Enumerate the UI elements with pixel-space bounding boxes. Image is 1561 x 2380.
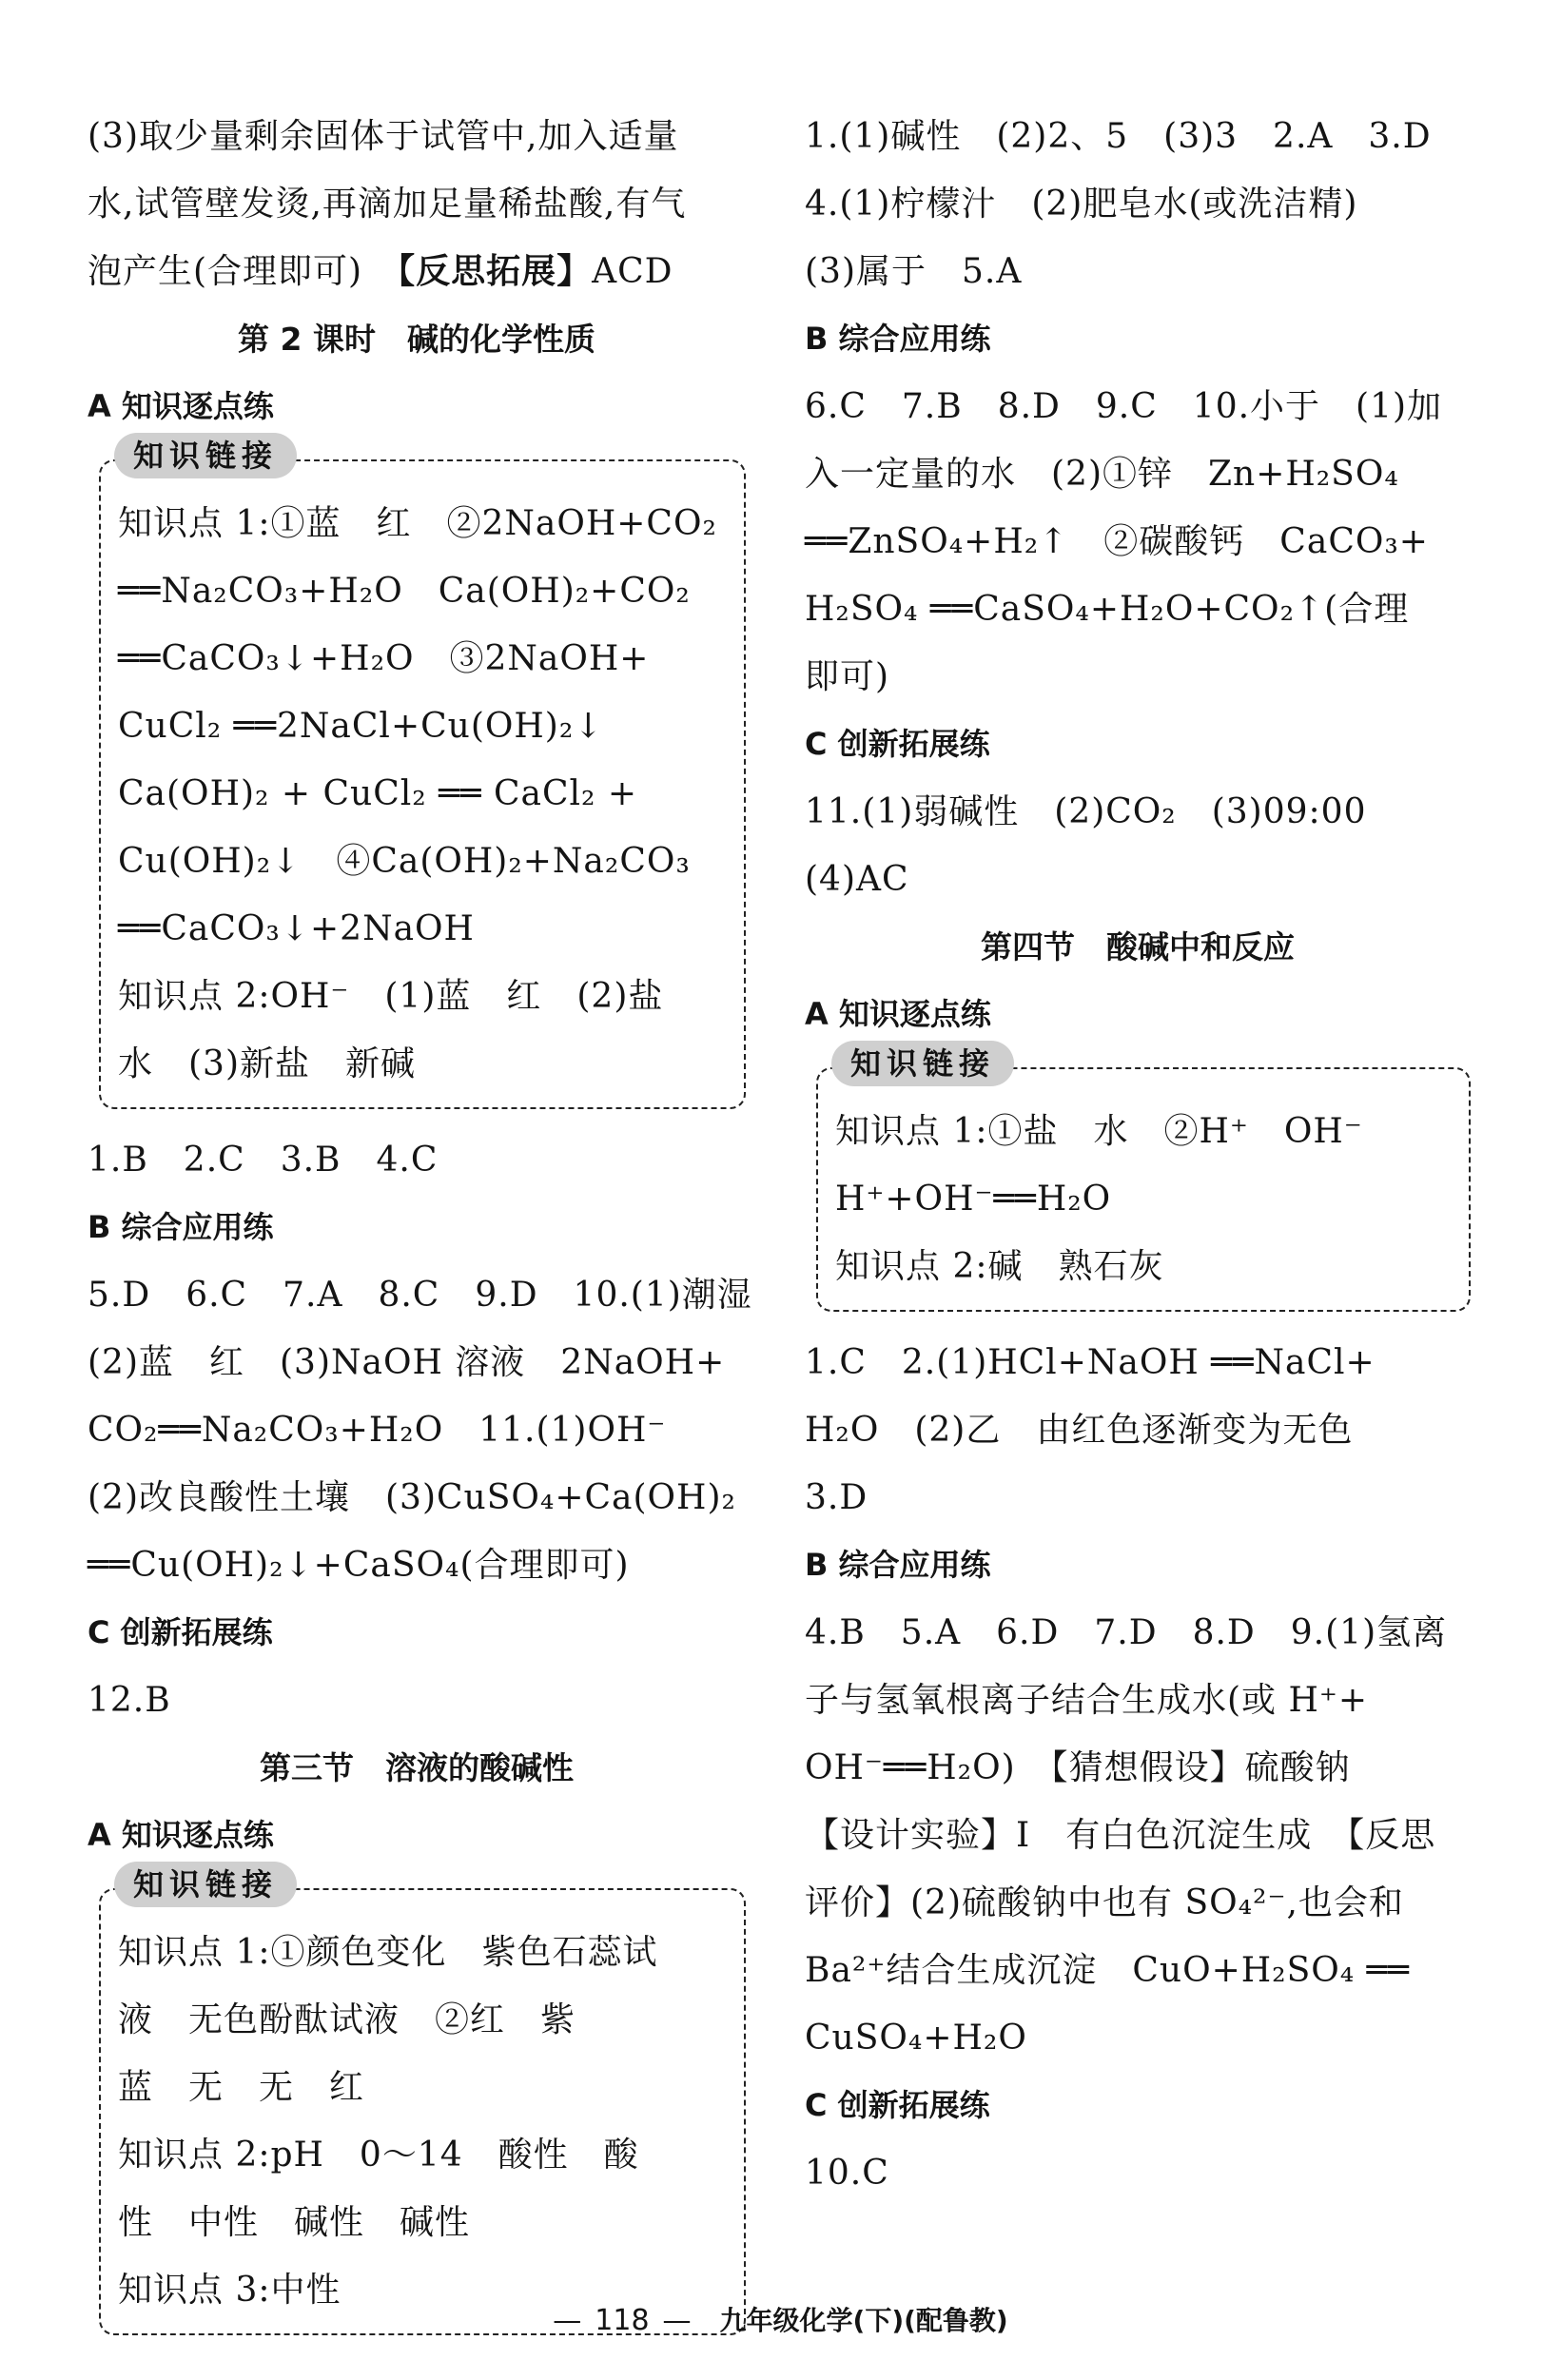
answer-line: Ba²⁺结合生成沉淀 CuO+H₂SO₄ ══ <box>805 1951 1410 1990</box>
answer-line: 水,试管壁发烫,再滴加足量稀盐酸,有气 <box>88 185 687 224</box>
book-title: 九年级化学(下)(配鲁教) <box>719 2305 1008 2336</box>
page-number: 118 <box>595 2304 650 2337</box>
answer-line: 4.B 5.A 6.D 7.D 8.D 9.(1)氢离 <box>805 1613 1448 1652</box>
box-line: 知识点 1:①蓝 红 ②2NaOH+CO₂ <box>118 504 717 543</box>
box-line: 液 无色酚酞试液 ②红 紫 <box>118 2000 576 2039</box>
box-line: ══CaCO₃↓+2NaOH <box>118 909 475 948</box>
knowledge-link-label: 知识链接 <box>114 433 297 478</box>
answer-line: 评价】(2)硫酸钠中也有 SO₄²⁻,也会和 <box>805 1883 1404 1922</box>
section-label-a: A 知识逐点练 <box>88 1817 274 1853</box>
section-label-b: B 综合应用练 <box>805 1547 991 1583</box>
section-label-b: B 综合应用练 <box>805 321 991 357</box>
answer-line <box>88 238 746 305</box>
left-column <box>88 103 752 2352</box>
answer-line: CO₂══Na₂CO₃+H₂O 11.(1)OH⁻ <box>88 1411 667 1450</box>
answer-line: 1.C 2.(1)HCl+NaOH ══NaCl+ <box>805 1343 1376 1382</box>
section-label-c: C 创新拓展练 <box>805 726 990 762</box>
knowledge-link-label: 知识链接 <box>831 1041 1014 1086</box>
page-footer <box>0 2296 1561 2338</box>
answer-line: 6.C 7.B 8.D 9.C 10.小于 (1)加 <box>805 387 1443 426</box>
section-title: 第三节 溶液的酸碱性 <box>260 1749 574 1786</box>
knowledge-link-box <box>99 1866 746 2335</box>
lesson-title: 第 2 课时 碱的化学性质 <box>238 321 595 358</box>
knowledge-link-box <box>816 1045 1471 1312</box>
box-line: Ca(OH)₂ + CuCl₂ ══ CaCl₂ + <box>118 774 638 813</box>
answer-line: 1.B 2.C 3.B 4.C <box>88 1141 439 1180</box>
answer-line: (4)AC <box>805 860 909 899</box>
box-line: 知识点 1:①盐 水 ②H⁺ OH⁻ <box>835 1112 1363 1151</box>
answer-line: (3)取少量剩余固体于试管中,加入适量 <box>88 117 679 156</box>
answer-line: 10.C <box>805 2154 889 2193</box>
footer-dash: — <box>553 2304 582 2337</box>
section-label-c: C 创新拓展练 <box>805 2087 990 2123</box>
answer-line: 【设计实验】Ⅰ 有白色沉淀生成 【反思 <box>805 1816 1436 1855</box>
section-title: 第四节 酸碱中和反应 <box>981 928 1295 966</box>
box-line: Cu(OH)₂↓ ④Ca(OH)₂+Na₂CO₃ <box>118 842 691 881</box>
answer-line: ══ZnSO₄+H₂↑ ②碳酸钙 CaCO₃+ <box>805 522 1429 561</box>
answer-line: 即可) <box>805 657 890 696</box>
answer-line: H₂O (2)乙 由红色逐渐变为无色 <box>805 1411 1354 1450</box>
answer-line: CuSO₄+H₂O <box>805 2019 1027 2058</box>
answer-line: 5.D 6.C 7.A 8.C 9.D 10.(1)潮湿 <box>88 1276 752 1315</box>
answer-line: H₂SO₄ ══CaSO₄+H₂O+CO₂↑(合理 <box>805 590 1410 629</box>
right-column <box>805 103 1471 2207</box>
knowledge-link-label: 知识链接 <box>114 1862 297 1907</box>
answer-line: OH⁻══H₂O) 【猜想假设】硫酸钠 <box>805 1748 1351 1787</box>
section-label-a: A 知识逐点练 <box>805 996 991 1032</box>
answer-line: ══Cu(OH)₂↓+CaSO₄(合理即可) <box>88 1546 630 1585</box>
answer-line: 子与氢氧根离子结合生成水(或 H⁺+ <box>805 1681 1369 1720</box>
box-line: ══CaCO₃↓+H₂O ③2NaOH+ <box>118 639 650 678</box>
answer-line: (3)属于 5.A <box>805 252 1023 291</box>
reflection-tag: 【反思拓展】 <box>398 252 593 291</box>
answer-line: 12.B <box>88 1681 171 1720</box>
footer-dash: — <box>662 2304 692 2337</box>
section-label-a: A 知识逐点练 <box>88 388 274 424</box>
knowledge-link-box <box>99 438 746 1109</box>
answer-line: 4.(1)柠檬汁 (2)肥皂水(或洗洁精) <box>805 185 1358 224</box>
answer-text: 泡产生(合理即可) <box>88 252 363 291</box>
answer-line: 3.D <box>805 1478 868 1517</box>
answer-line: (2)蓝 红 (3)NaOH 溶液 2NaOH+ <box>88 1343 726 1382</box>
answer-line: 11.(1)弱碱性 (2)CO₂ (3)09:00 <box>805 792 1367 831</box>
box-line: CuCl₂ ══2NaCl+Cu(OH)₂↓ <box>118 707 604 746</box>
reflection-answer: ACD <box>592 252 673 291</box>
box-line: 知识点 3:中性 <box>118 2271 341 2310</box>
box-line: ══Na₂CO₃+H₂O Ca(OH)₂+CO₂ <box>118 572 691 611</box>
box-line: 性 中性 碱性 碱性 <box>118 2203 471 2242</box>
box-line: 知识点 2:OH⁻ (1)蓝 红 (2)盐 <box>118 977 664 1016</box>
section-label-c: C 创新拓展练 <box>88 1614 273 1650</box>
answer-line: 1.(1)碱性 (2)2、5 (3)3 2.A 3.D <box>805 117 1432 156</box>
box-line: 知识点 2:pH 0～14 酸性 酸 <box>118 2136 639 2175</box>
box-line: 知识点 1:①颜色变化 紫色石蕊试 <box>118 1933 658 1972</box>
box-line: H⁺+OH⁻══H₂O <box>835 1180 1112 1219</box>
box-line: 蓝 无 无 红 <box>118 2068 365 2107</box>
answer-line: 入一定量的水 (2)①锌 Zn+H₂SO₄ <box>805 455 1399 494</box>
box-line: 水 (3)新盐 新碱 <box>118 1044 416 1083</box>
answer-line: (2)改良酸性土壤 (3)CuSO₄+Ca(OH)₂ <box>88 1478 736 1517</box>
section-label-b: B 综合应用练 <box>88 1209 274 1245</box>
box-line: 知识点 2:碱 熟石灰 <box>835 1247 1164 1286</box>
